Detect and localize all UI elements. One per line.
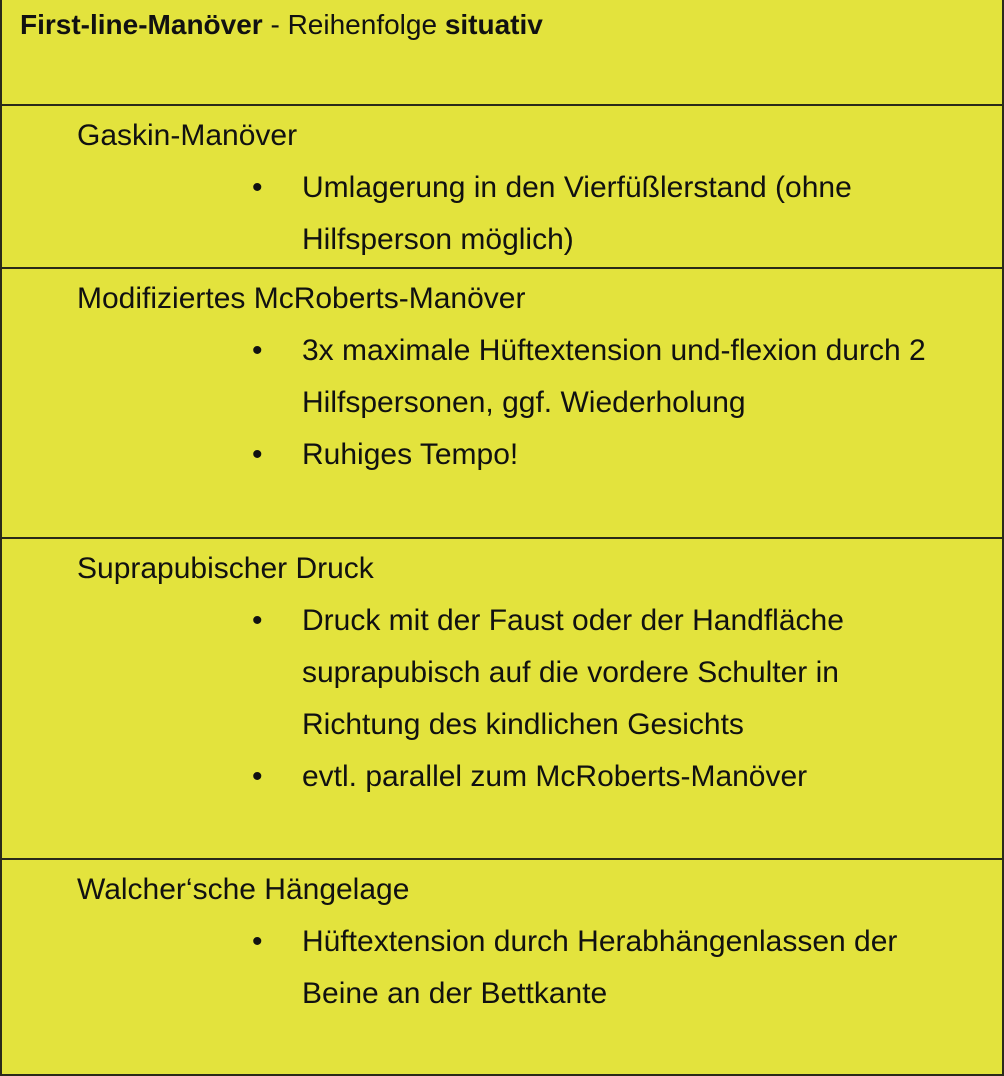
section-mcroberts [2,269,1002,539]
bullet-item [246,751,942,803]
table-header [2,0,1002,106]
section-title: Walcher‘sche Hängelage [77,873,410,906]
section-gaskin [2,106,1002,269]
bullet-icon: • [252,760,263,793]
bullet-text: evtl. parallel zum McRoberts-Manöver [302,760,808,793]
bullet-icon: • [252,438,263,471]
bullet-item [246,595,942,751]
bullet-list [246,595,942,803]
bullet-list [246,916,942,1020]
section-walcher [2,860,1002,1074]
bullet-text: Druck mit der Faust oder der Handfläche suprapubisch auf die vordere Schulter in Richtung des kindlichen Gesichts [302,604,844,741]
header-title: First-line-Manöver [20,9,263,40]
section-suprapubic [2,539,1002,860]
bullet-text: 3x maximale Hüftextension und-flexion durch 2 Hilfspersonen, ggf. Wiederholung [302,334,926,419]
bullet-list [246,162,942,266]
bullet-item [246,325,942,429]
bullet-icon: • [252,604,263,637]
bullet-text: Ruhiges Tempo! [302,438,519,471]
bullet-text: Umlagerung in den Vierfüßlerstand (ohne Hilfsperson möglich) [302,171,852,256]
header-subtitle: - Reihenfolge [262,9,445,40]
section-title: Suprapubischer Druck [77,552,374,585]
bullet-item [246,429,942,481]
section-title: Modifiziertes McRoberts-Manöver [77,282,526,315]
section-title: Gaskin-Manöver [77,119,298,152]
header-emphasis: situativ [444,9,543,40]
bullet-list [246,325,942,481]
bullet-icon: • [252,171,263,204]
bullet-text: Hüftextension durch Herabhängenlassen der Beine an der Bettkante [302,925,898,1010]
bullet-icon: • [252,334,263,367]
bullet-icon: • [252,925,263,958]
bullet-item [246,916,942,1020]
bullet-item [246,162,942,266]
